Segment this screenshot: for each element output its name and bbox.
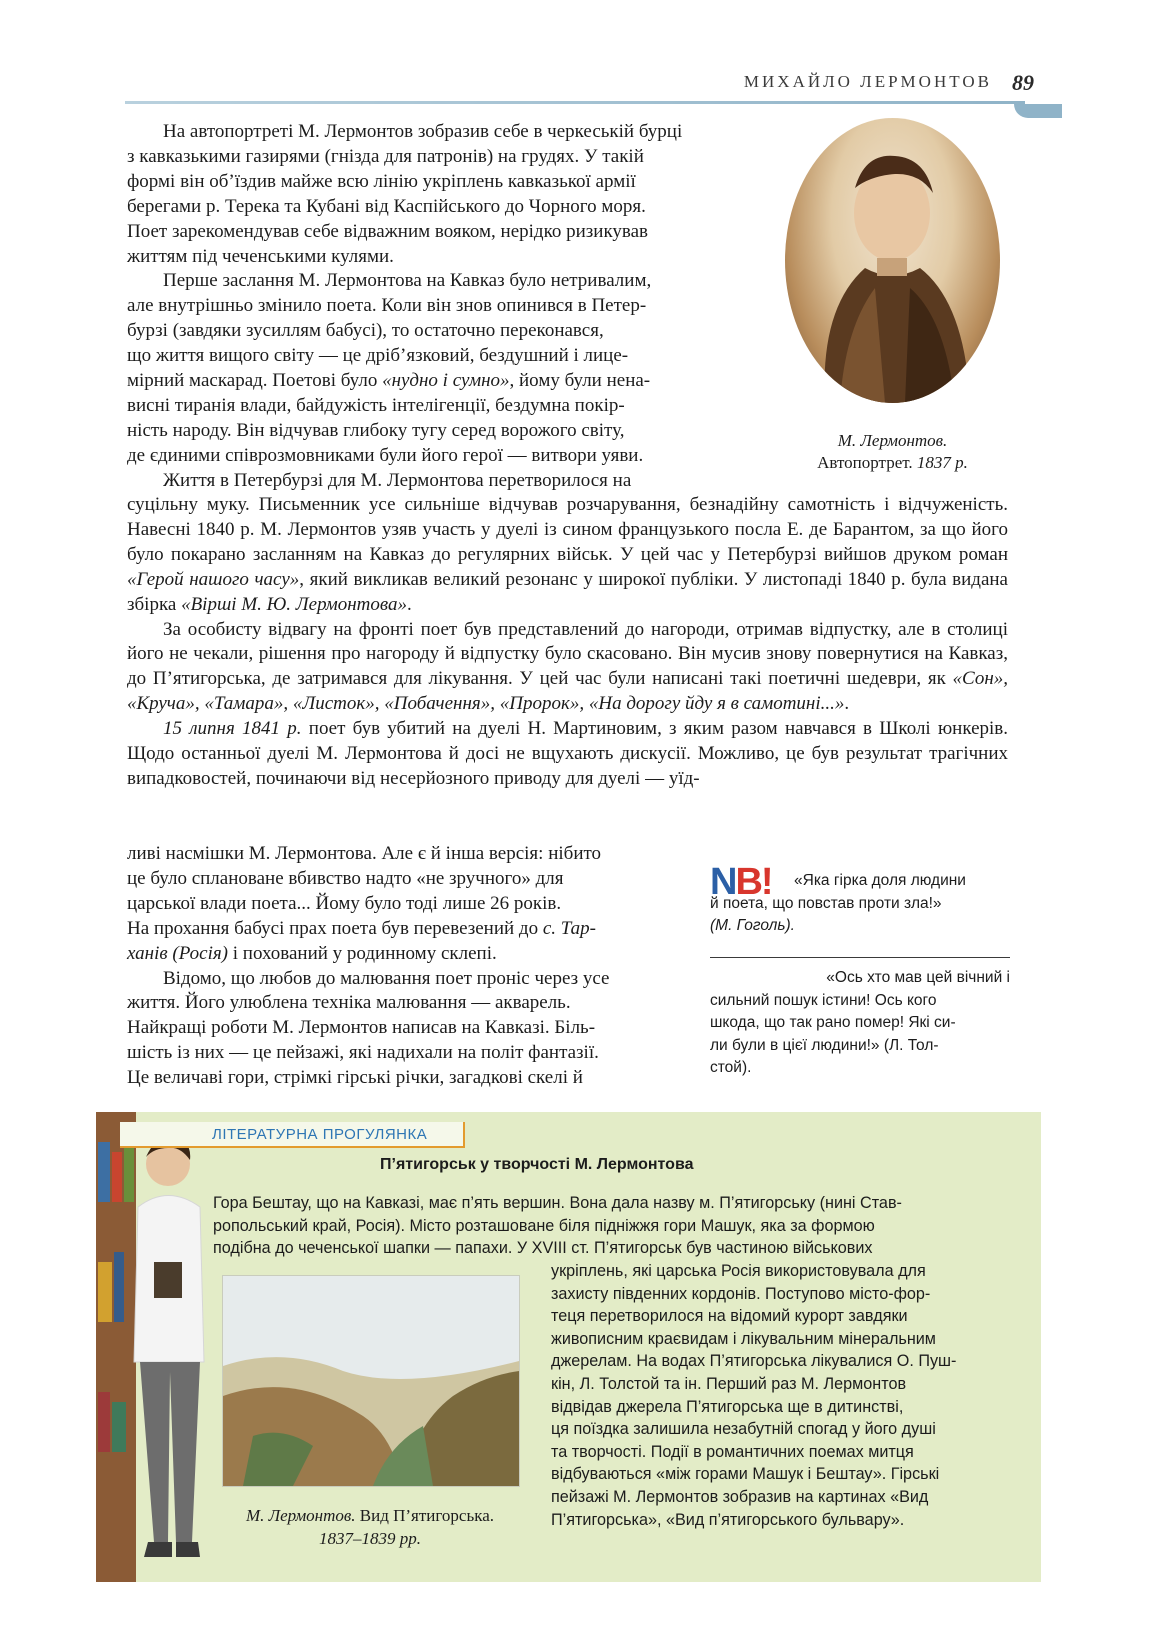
painting-caption: М. Лермонтов. Вид П’ятигорська. 1837–1839 рр. — [245, 1506, 495, 1548]
collection-title: «Вірші М. Ю. Лермонтова» — [181, 593, 408, 615]
portrait-illustration — [785, 118, 1000, 403]
walk-side-text: укріплень, які царська Росія використовувала для захисту південних кордонів. Поступово місто-фор- теця перетворилося на відомий курорт завдяки живописним краєвидам і лікувальним мінеральним джерелам. На водах П’ятигорська лікувалися О. Пуш- кін, Л. Толстой та ін. Перший раз М. Лермонтов відвідав джерела П’ятигорська ще в дитинстві, ця поїздка залишила незабутній спогад у його душі та творчості. Події в романтичних поемах митця відбуваються «між горами Машук і Бештау». Гірські пейзажі М. Лермонтов зобразив на картинах «Вид П’ятигорська», «Вид п’ятигорського бульвару». — [551, 1262, 957, 1529]
header-rule — [125, 101, 1025, 104]
page-header — [0, 0, 1162, 125]
page-number: 89 — [1012, 70, 1034, 95]
paragraph-duel: 15 липня 1841 р. поет був убитий на дуелі Н. Мартиновим, з яким разом навчався в Школі юнкерів. Щодо останньої дуелі М. Лермонтова й досі не вщухають дискусії. Можливо, це був результат трагічних випадковостей, починаючи від несерйозного приводу для дуелі — уїд- — [127, 718, 1009, 789]
portrait-caption-year: 1837 р. — [916, 453, 968, 472]
paragraph-intro: На автопортреті М. Лермонтов зобразив себе в черкеській бурці — [163, 121, 683, 142]
tolstoy-quote-block: «Ось хто мав цей вічний і сильний пошук істини! Ось кого шкода, що так рано помер! Які си- ли були в цієї людини!» (Л. Тол- стой). — [710, 967, 1010, 1080]
portrait-caption — [775, 430, 1010, 474]
reading-student-illustration — [96, 1112, 216, 1582]
works-list: «Сон», «Круча», «Тамара», «Листок», «Побачення», «Пророк», «На дорогу йду я в самотині...» — [127, 668, 1008, 715]
portrait-caption-title: Автопортрет. — [817, 453, 917, 472]
nb-sidebar: NB! «Яка гірка доля людини й поета, що повстав проти зла!» (М. Гоголь). — [710, 862, 1010, 938]
main-column — [127, 493, 1008, 792]
intro-column: На автопортреті М. Лермонтов зобразив себе в черкеській бурці з кавказькими газирями (гнізда для патронів) на грудях. У такій формі він об’їздив майже всю лінію укріплень кавказької армії берегами р. Терека та Кубані від Каспійського до Чорного моря. Поет зарекомендував себе відважним вояком, нерідко ризикував життям під чеченськими кулями. Перше заслання М. Лермонтова на Кавказ було нетривалим, але внутрішньо змінило поета. Коли він знов опинився в Петер- бурзі (завдяки зусиллям бабусі), то остаточно переконався, що життя вищого світу — це дріб’язковий, бездушний і лице- мірний маскарад. Поетові було «нудно і сумно», йому були нена- висні тиранія влади, байдужість інтелігенції, бездумна покір- ність народу. Він відчував глибоку тугу серед ворожого світу, де єдиними співрозмовниками були його герої — витвори уяви. Життя в Петербурзі для М. Лермонтова перетворилося на — [127, 120, 795, 494]
gogol-attribution: (М. Гоголь). — [710, 917, 795, 934]
header-tab-decoration — [1014, 104, 1062, 118]
death-date: 15 липня 1841 р. — [163, 718, 302, 740]
paragraph-petersburg: суцільну муку. Письменник усе сильніше відчував розчарування, безнадійну самотність і відчуженість. Навесні 1840 р. М. Лермонтов узяв участь у дуелі із сином французького посла Е. де Барантом, за що його було покарано засланням на Кавказ до регулярних військ. У цей час у Петербурзі вийшов друком роман «Герой нашого часу», який викликав великий резонанс у широкої публіки. У листопаді 1840 р. була видана збірка «Вірші М. Ю. Лермонтова». — [127, 494, 1008, 615]
running-title: МИХАЙЛО ЛЕРМОНТОВ — [743, 72, 992, 91]
section-tag: ЛІТЕРАТУРНА ПРОГУЛЯНКА — [120, 1122, 465, 1148]
walk-heading: П’ятигорськ у творчості М. Лермонтова — [380, 1156, 694, 1173]
novel-title: «Герой нашого часу» — [127, 568, 300, 590]
lower-left-column: ливі насмішки М. Лермонтова. Але є й інша версія: нібито це було сплановане вбивство надто «не зручного» для царської влади поета... Йому було тоді лише 26 років. На прохання бабусі прах поета був перевезений до с. Тар- ханів (Росія) і похований у родинному склепі. Відомо, що любов до малювання поет проніс через усе життя. Його улюблена техніка малювання — акварель. Найкращі роботи М. Лермонтов написав на Кавказі. Біль- шість із них — це пейзажі, які надихали на політ фантазії. Це величаві гори, стрімкі гірські річки, загадкові скелі й — [127, 842, 678, 1091]
paragraph-award: За особисту відвагу на фронті поет був представлений до нагороди, отримав відпустку, але в столиці його не чекали, рішення про нагороду й відпустку було скасовано. Він мусив знову повернутися на Кавказ, до П’ятигорська, де затримався для лікування. У цей час були написані такі поетичні шедеври, як «Сон», «Круча», «Тамара», «Листок», «Побачення», «Пророк», «На дорогу йду я в самотині...». — [127, 618, 1008, 715]
nb-logo: NB! — [710, 861, 772, 903]
pyatigorsk-painting-image — [222, 1275, 520, 1487]
self-portrait-image — [785, 118, 1000, 403]
paragraph-petersburg-start: Життя в Петербурзі для М. Лермонтова перетворилося на — [163, 469, 632, 491]
portrait-caption-author: М. Лермонтов. — [837, 431, 948, 450]
gogol-quote: «Яка гірка доля людини — [794, 872, 966, 889]
paragraph-exile: Перше заслання М. Лермонтова на Кавказ було нетривалим, — [163, 270, 652, 292]
walk-intro-text: Гора Бештау, що на Кавказі, має п’ять вершин. Вона дала назву м. П’ятигорську (нині Став- ропольський край, Росія). Місто розташоване біля підніжжя гори Машук, яка за формою подібна до чеченської шапки — папахи. У XVIII ст. П’ятигорськ був частиною військових — [213, 1194, 902, 1258]
sidebar-divider — [710, 957, 1010, 958]
tolstoy-quote: сильний пошук істини! Ось кого шкода, що так рано помер! Які си- ли були в цієї людини!» (Л. Тол- стой). — [710, 991, 956, 1076]
paragraph-painting: Відомо, що любов до малювання поет проніс через усе — [163, 967, 610, 989]
